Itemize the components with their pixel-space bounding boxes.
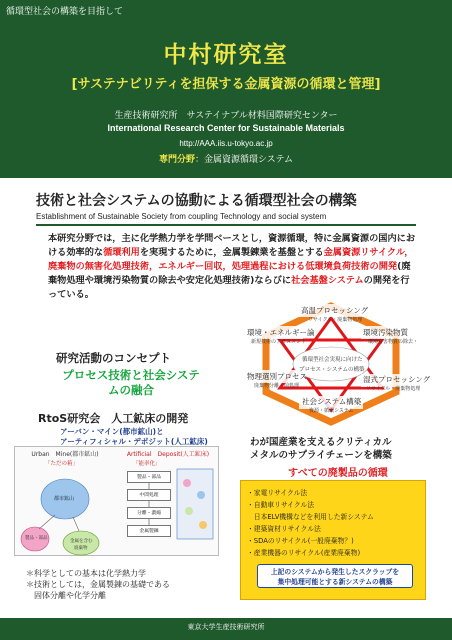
lab-url[interactable]: http://AAA.iis.u-tokyo.ac.jp xyxy=(179,139,273,148)
heading-rule xyxy=(36,224,416,226)
intro-highlight-2: 金属資源リサイクル，廃棄物の無害化処理技術，エネルギー回収，処理過程における低環境負荷技術の開発 xyxy=(48,247,414,272)
rtos-subtitle-2: アーティフィシャル・デポジット(人工鉱床) xyxy=(60,437,208,446)
artificial-deposit-tag: 「能率化」 xyxy=(133,461,161,467)
poster-header xyxy=(0,0,452,178)
concept-subtitle-line-2: ムの融合 xyxy=(108,383,154,397)
intro-highlight-1: 循環利用 xyxy=(103,247,140,258)
urban-mine-tag: 「ただの箱」 xyxy=(45,461,79,467)
deposit-box-1: 製品・部品 xyxy=(127,471,171,483)
critical-metals-title xyxy=(250,436,420,462)
new-system-line-2: 集中処理可能とする新システムの構築 xyxy=(277,578,393,586)
node-top-left-label: 環境・エネルギー論 xyxy=(247,328,315,337)
intro-highlight-3: 社会基盤システム xyxy=(291,275,364,286)
center-label-2: プロセス・システムの構築 xyxy=(299,367,365,373)
rtos-note-3: 固体分離や化学分離 xyxy=(26,591,106,600)
deposit-dot-2 xyxy=(197,491,205,499)
law-item: ・SDAのリサイクル(一般廃棄物？) xyxy=(247,537,354,545)
intro-text-2: を実現するために，金属製錬業を基盤とする xyxy=(139,247,324,258)
deposit-side-panel xyxy=(177,469,213,539)
node-bottom-right-label: 湿式プロセッシング xyxy=(363,375,431,384)
node-top-right-sub: 環境有害物質の除去・ xyxy=(368,339,419,345)
node-top-right-label: 環境汚染物質 xyxy=(363,328,408,337)
new-system-line-1: 上記のシステムから発生したスクラップを xyxy=(270,568,400,576)
node-bottom-left-label: 物理選別プロセス xyxy=(247,372,307,381)
main-heading: 技術と社会システムの協動による循環型社会の構築 xyxy=(36,193,357,209)
critical-title-line-1: わが国産業を支えるクリティカル xyxy=(250,437,392,448)
node-bottom-label: 社会システム構築 xyxy=(302,397,362,406)
urban-mine-small-1: 製品・部品 xyxy=(25,536,48,541)
urban-mine-diagram xyxy=(14,446,219,556)
new-system-box xyxy=(257,564,413,588)
intro-text-1: 本研究分野では，主に化学熱力学を学問ベースとし，資源循環，特に金属資源の国内における効率的な xyxy=(48,233,416,258)
node-top-left-sub: 新規技術のアセスメント xyxy=(251,339,306,345)
recycling-laws-box xyxy=(240,480,426,600)
rtos-note-1: ＊科学としての基本は化学熱力学 xyxy=(26,569,146,578)
node-bottom-left-sub: 廃棄物分離・前処理 xyxy=(254,383,300,389)
urban-mine-center: 都市鉱山 xyxy=(54,496,75,502)
law-item: ・自動車リサイクル法 xyxy=(247,501,315,509)
artificial-deposit-panel xyxy=(119,449,217,554)
deposit-dot-3 xyxy=(185,507,193,515)
deposit-dot-4 xyxy=(199,521,207,529)
center-label-1: 循環型社会実現に向けた xyxy=(302,357,363,363)
institute-name-jp: 生産技術研究所 サステイナブル材料国際研究センター xyxy=(114,111,338,121)
intro-paragraph xyxy=(48,232,418,302)
urban-mine-link-2 xyxy=(73,517,79,531)
node-bottom-right-sub: リサイクル・廃棄物処理 xyxy=(366,386,421,392)
deposit-box-4: 金属製錬 xyxy=(127,525,171,537)
law-item: ・建築資材リサイクル法 xyxy=(247,525,321,533)
footer-text: 東京大学生産技術研究所 xyxy=(187,623,265,631)
law-item: ・家電リサイクル法 xyxy=(247,489,308,497)
intro-text-3: (廃棄物処理や環境汚染物質の除去や安定化処理技術)ならびに xyxy=(48,261,411,286)
artificial-deposit-heading: Artificial Deposit(人工鉱床) xyxy=(126,451,210,458)
header-subtitle: [サステナビリティを担保する金属資源の循環と管理] xyxy=(71,77,381,92)
node-bottom-sub: 資源・循環システム xyxy=(309,408,354,414)
critical-red-heading: すべての廃製品の循環 xyxy=(288,468,388,479)
institute-name-en: International Research Center for Sustainable Materials xyxy=(107,123,345,133)
lab-name: 中村研究室 xyxy=(163,42,289,68)
node-top-sub: リサイクル・廃棄物処理 xyxy=(308,317,363,323)
deposit-dot-1 xyxy=(183,479,191,487)
deposit-box-3: 分離・濃縮 xyxy=(127,507,171,519)
rtos-subtitle-1: アーバン・マイン(都市鉱山)と xyxy=(60,427,164,436)
research-field xyxy=(0,152,452,165)
critical-title-line-2: メタルのサプライチェーンを構築 xyxy=(250,450,392,461)
urban-mine-graphic xyxy=(17,467,113,563)
header-tagline: 循環型社会の構築を目指して xyxy=(6,7,124,17)
urban-mine-small-2: 金属を含む xyxy=(70,539,93,544)
artificial-deposit-graphic xyxy=(119,449,217,554)
urban-mine-panel xyxy=(17,449,113,554)
urban-mine-heading: Urban Mine(都市鉱山) xyxy=(31,451,99,458)
intro-text-4: の開発を行っている。 xyxy=(48,275,410,300)
rtos-notes xyxy=(26,568,170,601)
rtos-note-2: ＊技術としては，金属製錬の基礎である xyxy=(26,580,170,589)
rtos-title: RtoS研究会 人工鉱床の開発 xyxy=(38,412,189,425)
law-item: 日本ELV機構などを利用した新システム xyxy=(247,513,374,521)
node-top-label: 高温プロセッシング xyxy=(301,306,369,315)
concept-subtitle-line-1: プロセス技術と社会システ xyxy=(62,368,200,382)
field-label: 専門分野 xyxy=(158,155,195,165)
urban-mine-link-1 xyxy=(39,515,55,529)
main-heading-en: Establishment of Sustainable Society from coupling Technology and social system xyxy=(36,212,327,221)
field-value: ：金属資源循環システム xyxy=(194,155,294,165)
urban-mine-small-3: 廃棄物 xyxy=(74,546,88,551)
concept-title: 研究活動のコンセプト xyxy=(56,351,171,365)
deposit-box-2: 中間処理 xyxy=(127,489,171,501)
poster-footer xyxy=(0,618,452,640)
concept-hexagon-diagram xyxy=(246,300,431,426)
law-item: ・産業機器のリサイクル(産業廃棄物) xyxy=(247,549,361,557)
concept-subtitle xyxy=(46,368,216,398)
